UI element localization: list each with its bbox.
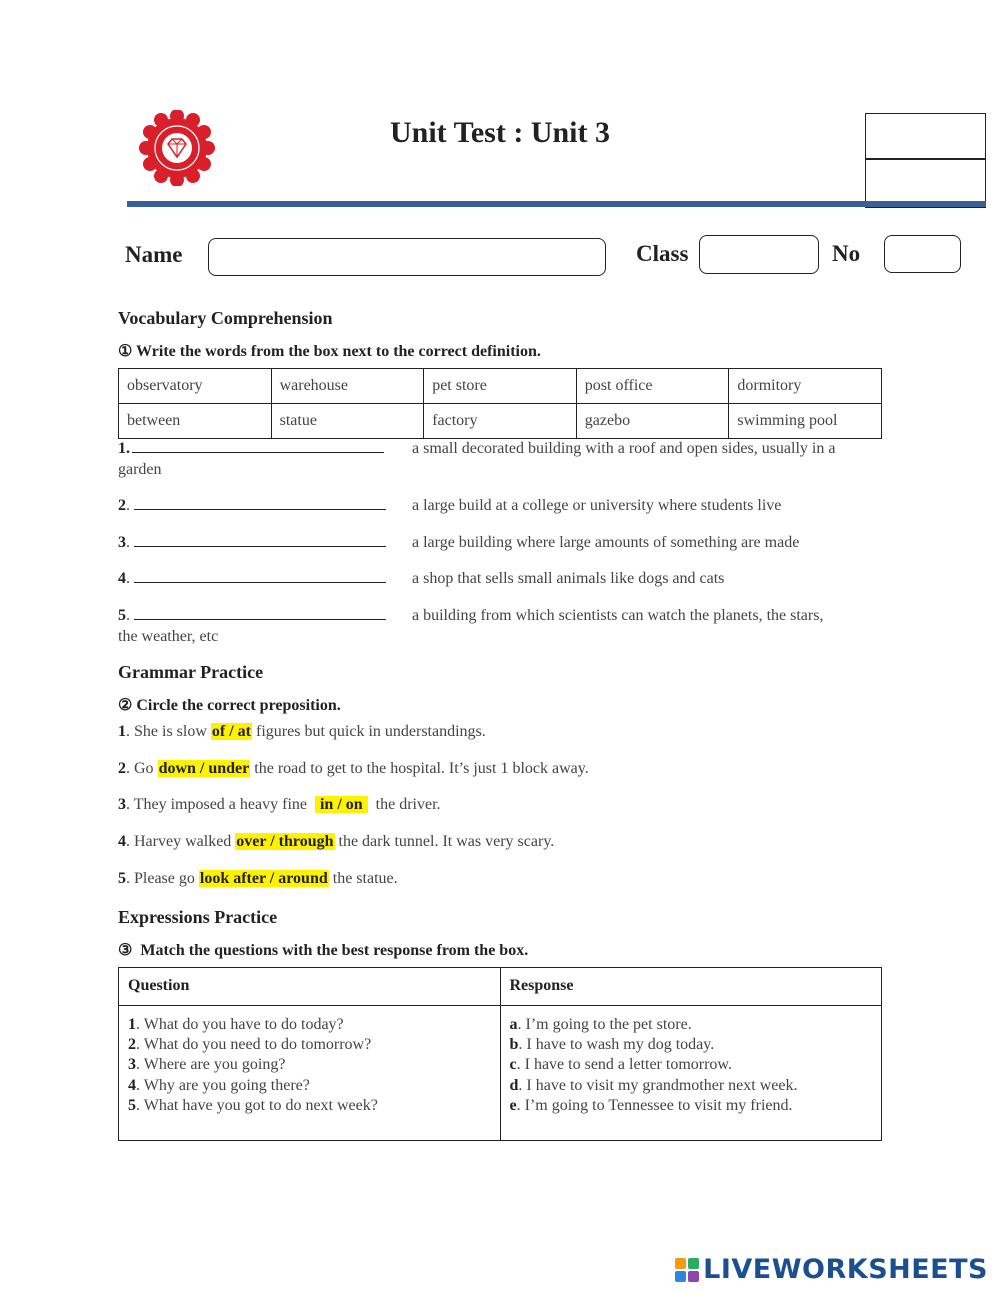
class-field[interactable] xyxy=(699,235,819,274)
response-letter: e xyxy=(509,1096,517,1114)
liveworksheets-brand[interactable] xyxy=(675,1254,988,1285)
answer-blank-3[interactable] xyxy=(134,533,386,547)
sentence-before: . They imposed a heavy fine xyxy=(126,796,315,813)
score-box-top[interactable] xyxy=(865,113,986,160)
definition-number: 2 xyxy=(118,497,126,514)
response-text: . I have to send a letter tomorrow. xyxy=(516,1056,732,1074)
word-box-row xyxy=(119,369,882,404)
sentence-after: figures but quick in understandings. xyxy=(252,723,486,740)
answer-blank-1[interactable] xyxy=(132,439,384,453)
answer-blank-4[interactable] xyxy=(134,569,386,583)
word-box-cell: between xyxy=(119,404,272,439)
grammar-item-3 xyxy=(118,796,441,814)
response-item[interactable] xyxy=(510,1055,873,1075)
definition-item-4: 4. a shop that sells small animals like dogs and cats xyxy=(118,570,725,587)
question-item[interactable] xyxy=(128,1096,491,1116)
response-text: . I have to visit my grandmother next week. xyxy=(518,1076,798,1094)
word-box-cell: dormitory xyxy=(729,369,882,404)
definition-item-3: 3. a large building where large amounts of something are made xyxy=(118,534,800,551)
word-box-cell: observatory xyxy=(119,369,272,404)
word-box-row xyxy=(119,404,882,439)
response-item[interactable] xyxy=(510,1076,873,1096)
item-number: 4 xyxy=(118,833,126,850)
definition-number: 1. xyxy=(118,440,130,457)
word-box-cell: gazebo xyxy=(576,404,729,439)
definition-number: 5 xyxy=(118,607,126,624)
response-letter: a xyxy=(509,1016,518,1033)
answer-blank-5[interactable] xyxy=(134,606,386,620)
matching-table xyxy=(118,967,882,1141)
definition-text-wrap: the weather, etc xyxy=(118,628,219,645)
sentence-after: the road to get to the hospital. It’s just 1 block away. xyxy=(250,760,589,777)
item-number: 3 xyxy=(118,796,126,813)
response-text: . I’m going to the pet store. xyxy=(517,1016,692,1033)
definition-text: a shop that sells small animals like dogs and cats xyxy=(412,570,725,587)
preposition-choice[interactable]: over / through xyxy=(236,833,334,850)
answer-blank-2[interactable] xyxy=(134,496,386,510)
sentence-after: the driver. xyxy=(367,796,441,813)
sentence-before: . Go xyxy=(126,760,158,777)
item-number: 5 xyxy=(118,870,126,887)
grammar-heading: Grammar Practice xyxy=(118,662,264,682)
response-letter: c xyxy=(509,1056,517,1074)
word-box-cell: pet store xyxy=(424,369,577,404)
word-box-cell: statue xyxy=(271,404,424,439)
sentence-before: . She is slow xyxy=(126,723,211,740)
definition-text: a large build at a college or university where students live xyxy=(412,497,782,514)
preposition-choice[interactable]: down / under xyxy=(158,760,250,777)
grammar-item-1 xyxy=(118,723,486,741)
word-box-cell: warehouse xyxy=(271,369,424,404)
question-item[interactable] xyxy=(128,1076,491,1096)
word-box-cell: swimming pool xyxy=(729,404,882,439)
preposition-choice[interactable]: in / on xyxy=(315,796,367,813)
item-number: 1 xyxy=(118,723,126,740)
vocabulary-heading: Vocabulary Comprehension xyxy=(118,308,333,328)
response-letter: d xyxy=(509,1076,519,1094)
matching-header-row xyxy=(119,968,882,1006)
grammar-item-4 xyxy=(118,833,554,851)
questions-cell xyxy=(119,1006,501,1141)
expressions-instruction: ③ Match the questions with the best response from the box. xyxy=(118,942,529,959)
question-number: 2 xyxy=(128,1036,136,1054)
definition-number: 3 xyxy=(118,534,126,551)
sentence-before: . Please go xyxy=(126,870,199,887)
responses-cell xyxy=(500,1006,882,1141)
definition-text: a large building where large amounts of something are made xyxy=(412,534,800,551)
definition-text: a building from which scientists can watch the planets, the stars, xyxy=(412,607,824,624)
definition-item-5: 5. a building from which scientists can watch the planets, the stars, the weather, etc xyxy=(118,605,878,647)
question-item[interactable] xyxy=(128,1035,491,1055)
name-field[interactable] xyxy=(208,238,606,276)
question-number: 5 xyxy=(128,1096,136,1114)
question-text: . What do you need to do tomorrow? xyxy=(136,1036,372,1054)
grammar-instruction: ② Circle the correct preposition. xyxy=(118,697,341,714)
question-text: . Why are you going there? xyxy=(136,1076,310,1094)
vocabulary-instruction: ① Write the words from the box next to the correct definition. xyxy=(118,343,541,360)
definition-number: 4 xyxy=(118,570,126,587)
page-title: Unit Test : Unit 3 xyxy=(389,116,611,149)
item-number: 2 xyxy=(118,760,126,777)
question-number: 1 xyxy=(128,1016,136,1033)
question-item[interactable] xyxy=(128,1055,491,1075)
sentence-after: the dark tunnel. It was very scary. xyxy=(334,833,555,850)
number-field[interactable] xyxy=(884,235,961,273)
definition-item-2: 2. a large build at a college or university where students live xyxy=(118,497,782,514)
brand-name: LIVEWORKSHEETS xyxy=(703,1254,988,1285)
definition-item-1 xyxy=(118,438,878,480)
definition-text-wrap: garden xyxy=(118,461,162,478)
response-letter: b xyxy=(509,1036,519,1054)
question-item[interactable] xyxy=(128,1015,491,1035)
liveworksheets-icon xyxy=(675,1258,699,1282)
name-label: Name xyxy=(125,242,183,267)
expressions-heading: Expressions Practice xyxy=(118,907,278,927)
sentence-before: . Harvey walked xyxy=(126,833,236,850)
response-item[interactable] xyxy=(510,1015,873,1035)
response-item[interactable] xyxy=(510,1096,873,1116)
question-text: . What have you got to do next week? xyxy=(136,1096,378,1114)
word-box-cell: factory xyxy=(424,404,577,439)
definition-text: a small decorated building with a roof and open sides, usually in a xyxy=(412,440,836,457)
question-number: 3 xyxy=(128,1056,136,1074)
question-number: 4 xyxy=(128,1076,136,1094)
preposition-choice[interactable]: look after / around xyxy=(199,870,328,887)
class-label: Class xyxy=(636,241,689,266)
no-label: No xyxy=(832,241,861,266)
question-header: Question xyxy=(119,968,501,1006)
sentence-after: the statue. xyxy=(328,870,398,887)
response-item[interactable] xyxy=(510,1035,873,1055)
matching-body-row xyxy=(119,1006,882,1141)
header-rule xyxy=(127,201,986,207)
preposition-choice[interactable]: of / at xyxy=(211,723,252,740)
question-text: . What do you have to do today? xyxy=(136,1016,344,1033)
question-text: . Where are you going? xyxy=(136,1056,286,1074)
word-box xyxy=(118,368,882,439)
response-header: Response xyxy=(500,968,882,1006)
grammar-item-2 xyxy=(118,760,589,778)
response-text: . I’m going to Tennessee to visit my friend. xyxy=(516,1096,793,1114)
response-text: . I have to wash my dog today. xyxy=(518,1036,715,1054)
grammar-item-5 xyxy=(118,870,398,888)
word-box-cell: post office xyxy=(576,369,729,404)
